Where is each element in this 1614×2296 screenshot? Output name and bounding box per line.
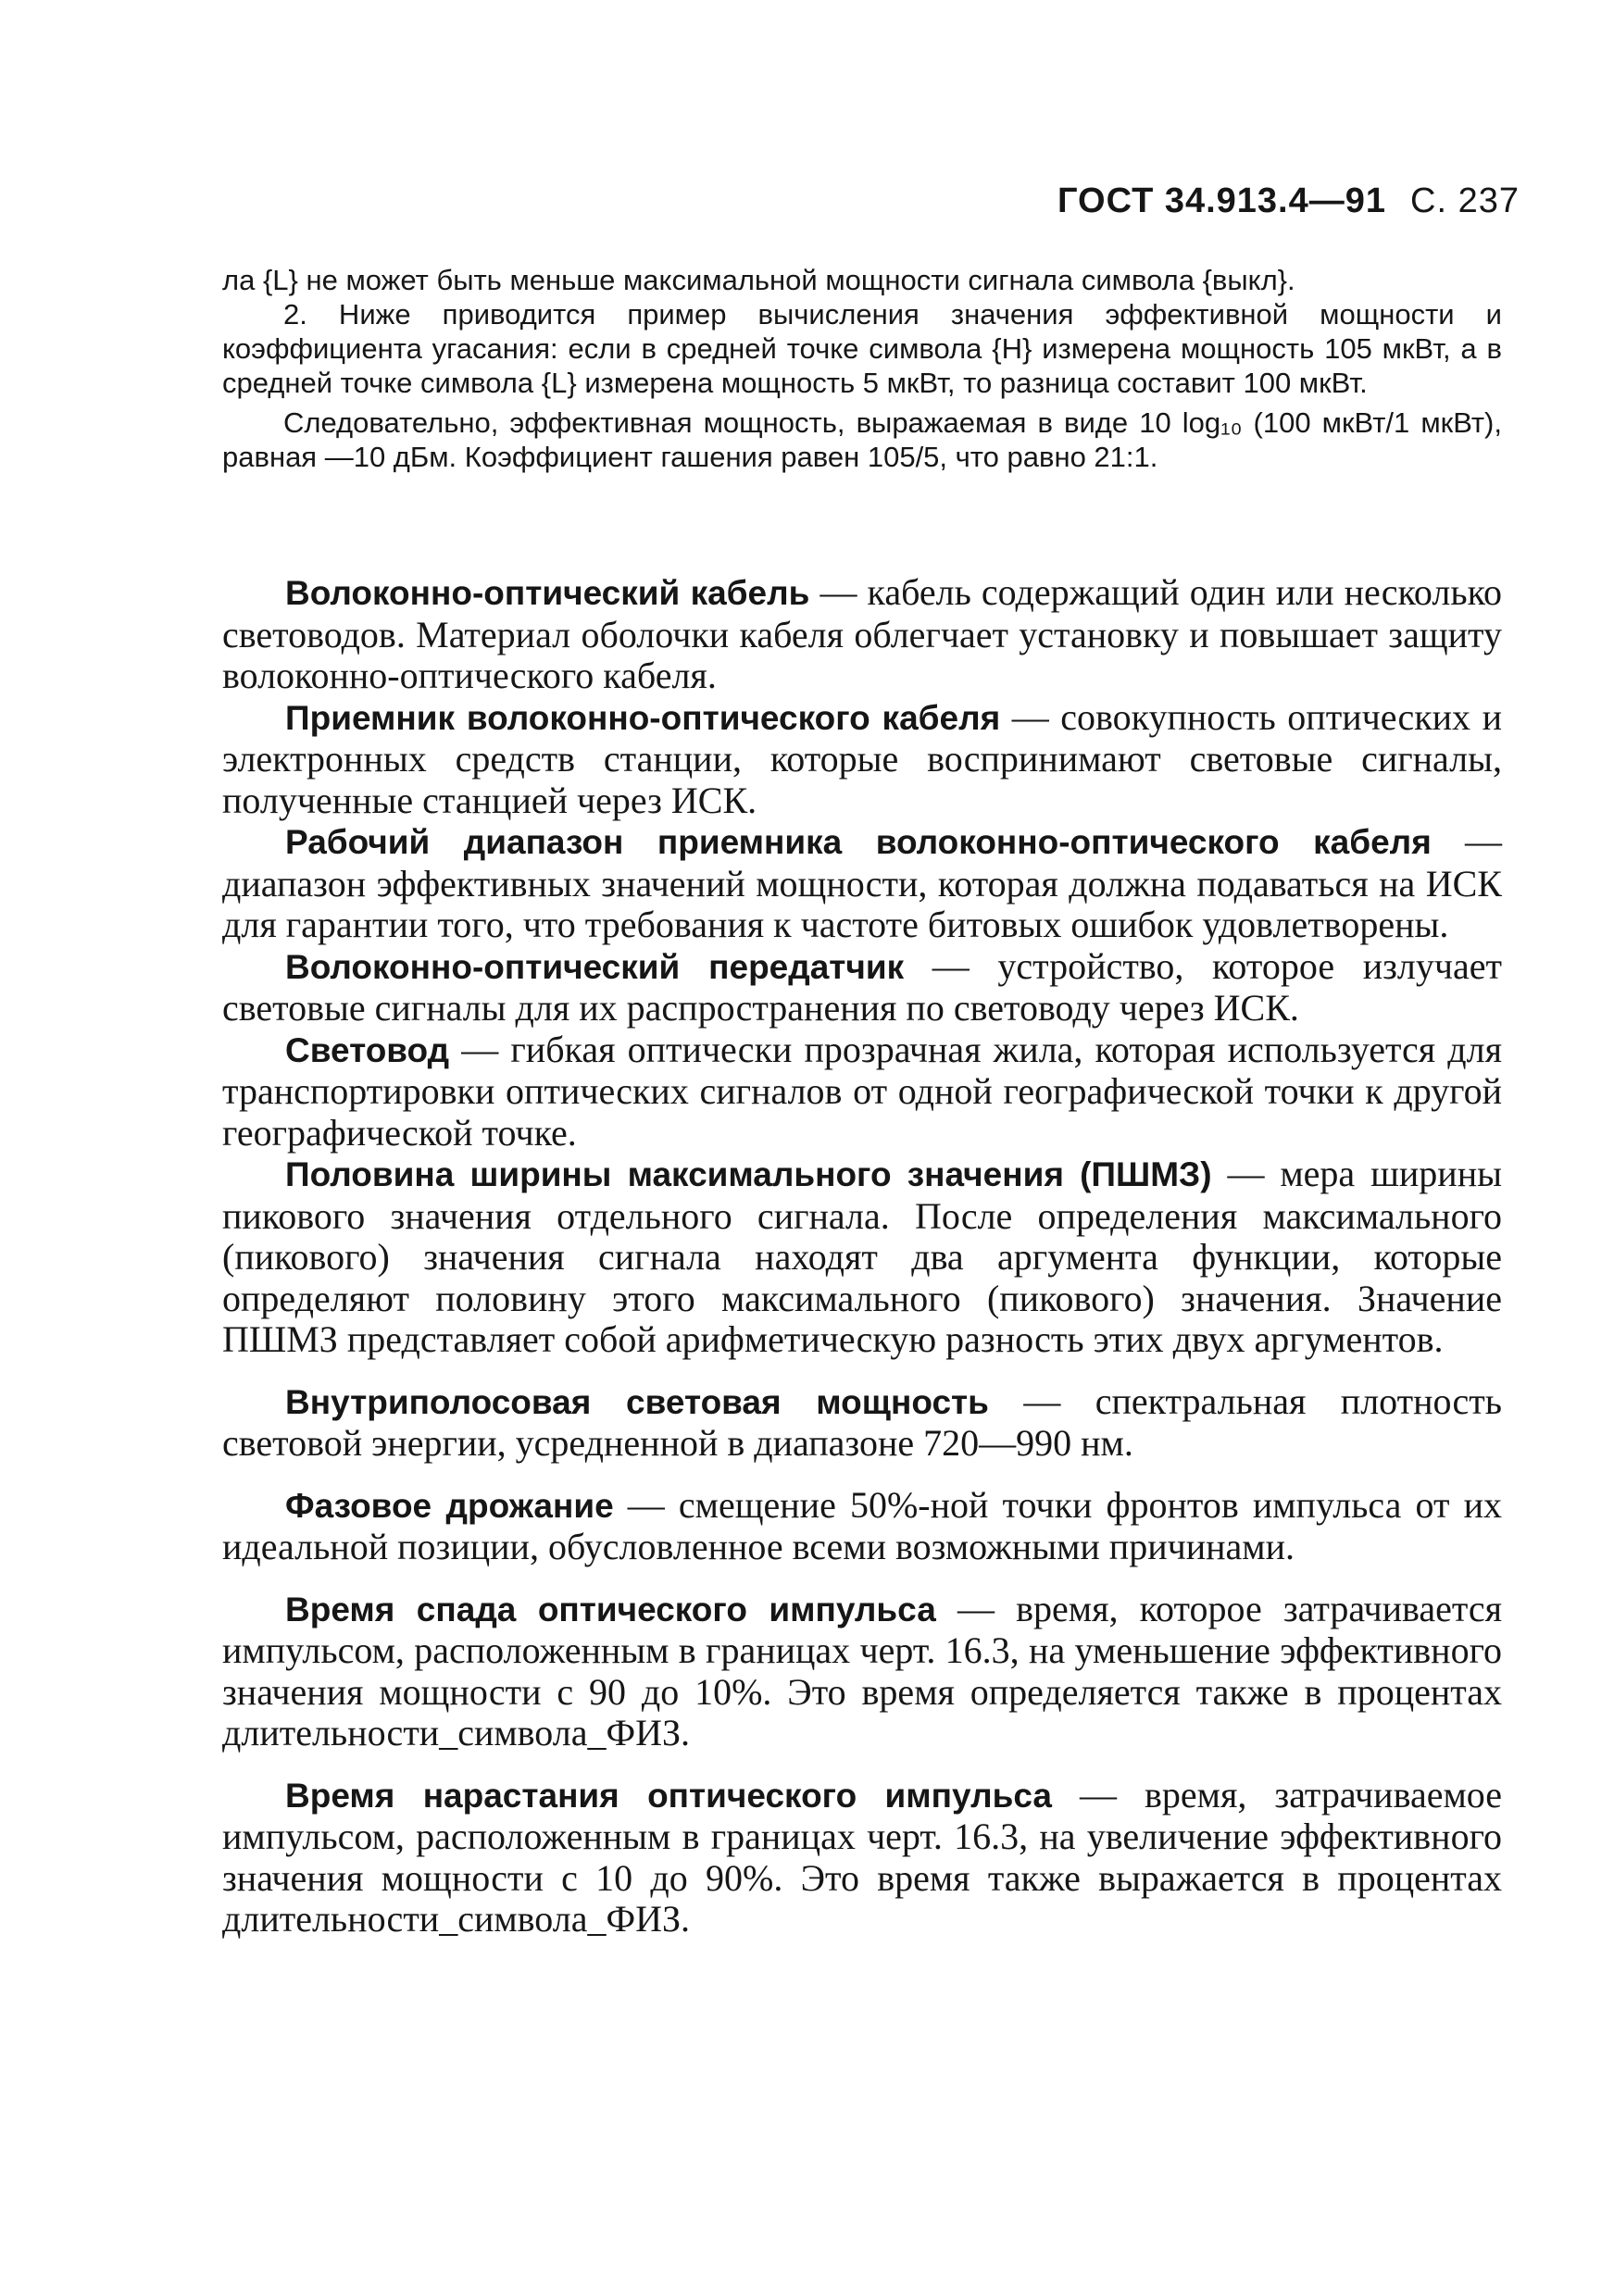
definition-term: Половина ширины максимального значения (ПШМЗ) — [285, 1155, 1212, 1193]
definition-term: Время нарастания оптического импульса — [285, 1776, 1052, 1815]
definition-entry — [222, 946, 1502, 1029]
definition-text: — смещение 50%-ной точки фронтов импульса от их идеальной позиции, обусловленное всеми возможными причинами. — [222, 1483, 1503, 1567]
definition-term: Фазовое дрожание — [285, 1486, 614, 1525]
definition-term: Рабочий диапазон приемника волоконно-оптического кабеля — [285, 823, 1432, 861]
definition-term: Внутриполосовая световая мощность — [285, 1382, 989, 1421]
definition-entry — [222, 1589, 1502, 1754]
page-number: С. 237 — [1410, 181, 1520, 220]
definition-term: Световод — [285, 1030, 450, 1069]
notes-block — [222, 263, 1502, 474]
definition-text: — гибкая оптически прозрачная жила, которая используется для транспортировки оптических сигналов от одной географической точки к другой географической точке. — [222, 1028, 1502, 1154]
definition-entry — [222, 1029, 1502, 1154]
definition-entry — [222, 697, 1502, 822]
definition-text: — мера ширины пикового значения отдельного сигнала. После определения максимального (пикового) значения сигнала находят два аргумента функции, которые определяют половину этого максимального (пикового) значения. Значение ПШМЗ представляет собой арифметическую разность этих двух аргументов. — [222, 1153, 1502, 1360]
definition-term: Приемник волоконно-оптического кабеля — [285, 698, 1001, 737]
note-item-2-conclusion: Следовательно, эффективная мощность, выражаемая в виде 10 log₁₀ (100 мкВт/1 мкВт), равная —10 дБм. Коэффициент гашения равен 105/5, что равно 21:1. — [222, 406, 1502, 473]
definition-entry — [222, 1775, 1502, 1940]
definition-text: — совокупность оптических и электронных средств станции, которые воспринимают световые сигналы, полученные станцией через ИСК. — [222, 695, 1502, 821]
definition-text: — кабель содержащий один или несколько световодов. Материал оболочки кабеля облегчает установку и повышает защиту волоконно-оптического кабеля. — [222, 571, 1502, 696]
definition-entry — [222, 1381, 1502, 1465]
standard-number: ГОСТ 34.913.4—91 — [1057, 181, 1387, 220]
definition-entry — [222, 821, 1502, 946]
definition-entry — [222, 1485, 1502, 1568]
definitions-list — [222, 572, 1502, 1940]
definition-text: — спектральная плотность световой энергии, усредненной в диапазоне 720—990 нм. — [222, 1379, 1502, 1464]
note-item-2: 2. Ниже приводится пример вычисления значения эффективной мощности и коэффициента угасания: если в средней точке символа {H} измерена мощность 105 мкВт, а в средней точке символа {L} измерена мощность 5 мкВт, то разница составит 100 мкВт. — [222, 298, 1502, 399]
note-continuation: ла {L} не может быть меньше максимальной мощности сигнала символа {выкл}. — [222, 264, 1295, 296]
definition-term: Волоконно-оптический кабель — [285, 574, 810, 612]
definition-text: — устройство, которое излучает световые сигналы для их распространения по световоду через ИСК. — [222, 944, 1502, 1029]
definition-entry — [222, 1154, 1502, 1361]
page-header — [1057, 181, 1520, 221]
definition-text: — диапазон эффективных значений мощности, которая должна подаваться на ИСК для гарантии того, что требования к частоте битовых ошибок удовлетворены. — [222, 820, 1503, 945]
definition-term: Время спада оптического импульса — [285, 1590, 936, 1628]
definition-entry — [222, 572, 1502, 697]
definition-term: Волоконно-оптический передатчик — [285, 947, 905, 986]
definition-text: — время, которое затрачивается импульсом, расположенным в границах черт. 16.3, на уменьшение эффективного значения мощности с 90 до 10%. Это время определяется также в процентах длительности_символа_ФИЗ. — [222, 1587, 1503, 1753]
definition-text: — время, затрачиваемое импульсом, расположенным в границах черт. 16.3, на увеличение эффективного значения мощности с 10 до 90%. Это время также выражается в процентах длительности_символа_ФИЗ. — [222, 1773, 1503, 1940]
